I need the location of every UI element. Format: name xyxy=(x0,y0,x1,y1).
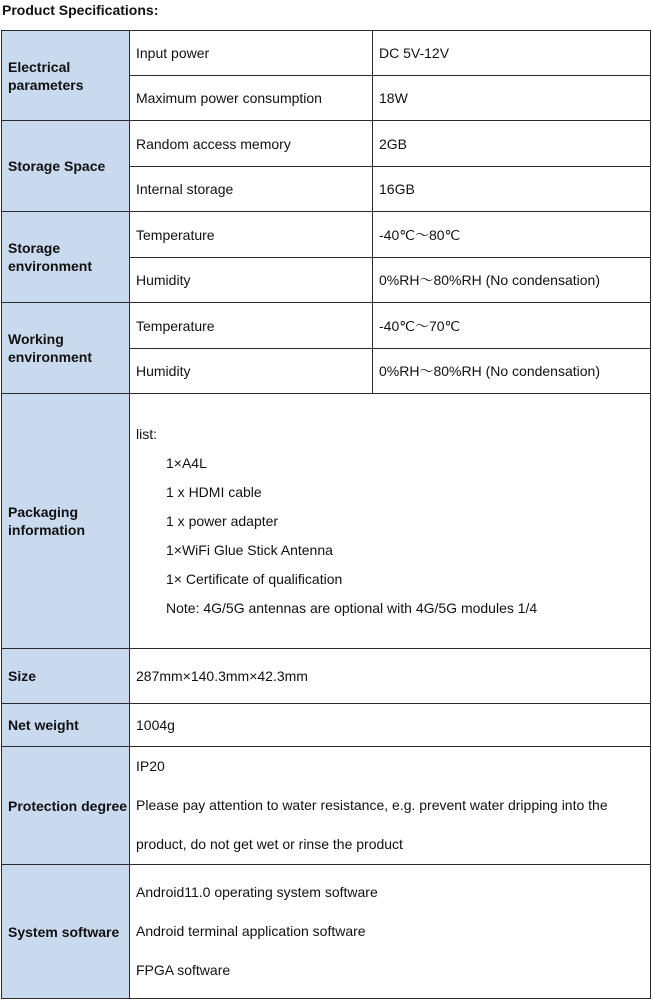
param-name: Internal storage xyxy=(130,167,373,212)
protection-line: IP20 xyxy=(136,758,165,774)
packaging-list xyxy=(130,394,651,649)
list-item: 1×A4L xyxy=(166,454,207,471)
software-line: Android terminal application software xyxy=(136,923,366,939)
param-value: 16GB xyxy=(373,167,651,212)
table-row xyxy=(2,303,651,349)
protection-line: product, do not get wet or rinse the product xyxy=(136,836,403,852)
list-item: 1 x power adapter xyxy=(166,512,279,529)
page-title: Product Specifications: xyxy=(2,2,159,18)
list-item: 1 x HDMI cable xyxy=(166,483,262,500)
table-row xyxy=(2,865,651,999)
list-item: 1×WiFi Glue Stick Antenna xyxy=(166,541,333,558)
category-working-environment: Working environment xyxy=(2,303,130,394)
software-line: FPGA software xyxy=(136,962,231,978)
param-value: 2GB xyxy=(373,121,651,167)
param-name: Humidity xyxy=(130,349,373,394)
param-value: -40℃～70℃ xyxy=(373,303,651,349)
param-name: Random access memory xyxy=(130,121,373,167)
table-row xyxy=(2,704,651,747)
category-software: System software xyxy=(2,865,130,999)
list-item: 1× Certificate of qualification xyxy=(166,570,343,587)
param-value: -40℃～80℃ xyxy=(373,212,651,258)
param-value: 0%RH～80%RH (No condensation) xyxy=(373,349,651,394)
param-name: Humidity xyxy=(130,258,373,303)
param-value: 0%RH～80%RH (No condensation) xyxy=(373,258,651,303)
param-name: Temperature xyxy=(130,303,373,349)
param-value: DC 5V-12V xyxy=(373,31,651,76)
protection-text xyxy=(130,747,651,865)
param-name: Temperature xyxy=(130,212,373,258)
list-item: Note: 4G/5G antennas are optional with 4G/5G modules 1/4 xyxy=(166,599,538,616)
table-row xyxy=(2,747,651,865)
category-size: Size xyxy=(2,649,130,704)
software-line: Android11.0 operating system software xyxy=(136,884,378,900)
param-value: 18W xyxy=(373,76,651,121)
param-name: Input power xyxy=(130,31,373,76)
category-net-weight: Net weight xyxy=(2,704,130,747)
category-storage-space: Storage Space xyxy=(2,121,130,212)
category-electrical: Electrical parameters xyxy=(2,31,130,121)
table-row xyxy=(2,649,651,704)
size-value: 287mm×140.3mm×42.3mm xyxy=(130,649,651,704)
list-label: list: xyxy=(136,425,157,442)
param-name: Maximum power consumption xyxy=(130,76,373,121)
spec-table xyxy=(1,30,651,999)
table-row xyxy=(2,394,651,649)
category-packaging: Packaging information xyxy=(2,394,130,649)
protection-line: Please pay attention to water resistance, e.g. prevent water dripping into the xyxy=(136,797,608,813)
net-weight-value: 1004g xyxy=(130,704,651,747)
table-row xyxy=(2,121,651,167)
category-protection: Protection degree xyxy=(2,747,130,865)
table-row xyxy=(2,31,651,76)
table-row xyxy=(2,212,651,258)
category-storage-environment: Storage environment xyxy=(2,212,130,303)
software-text xyxy=(130,865,651,999)
